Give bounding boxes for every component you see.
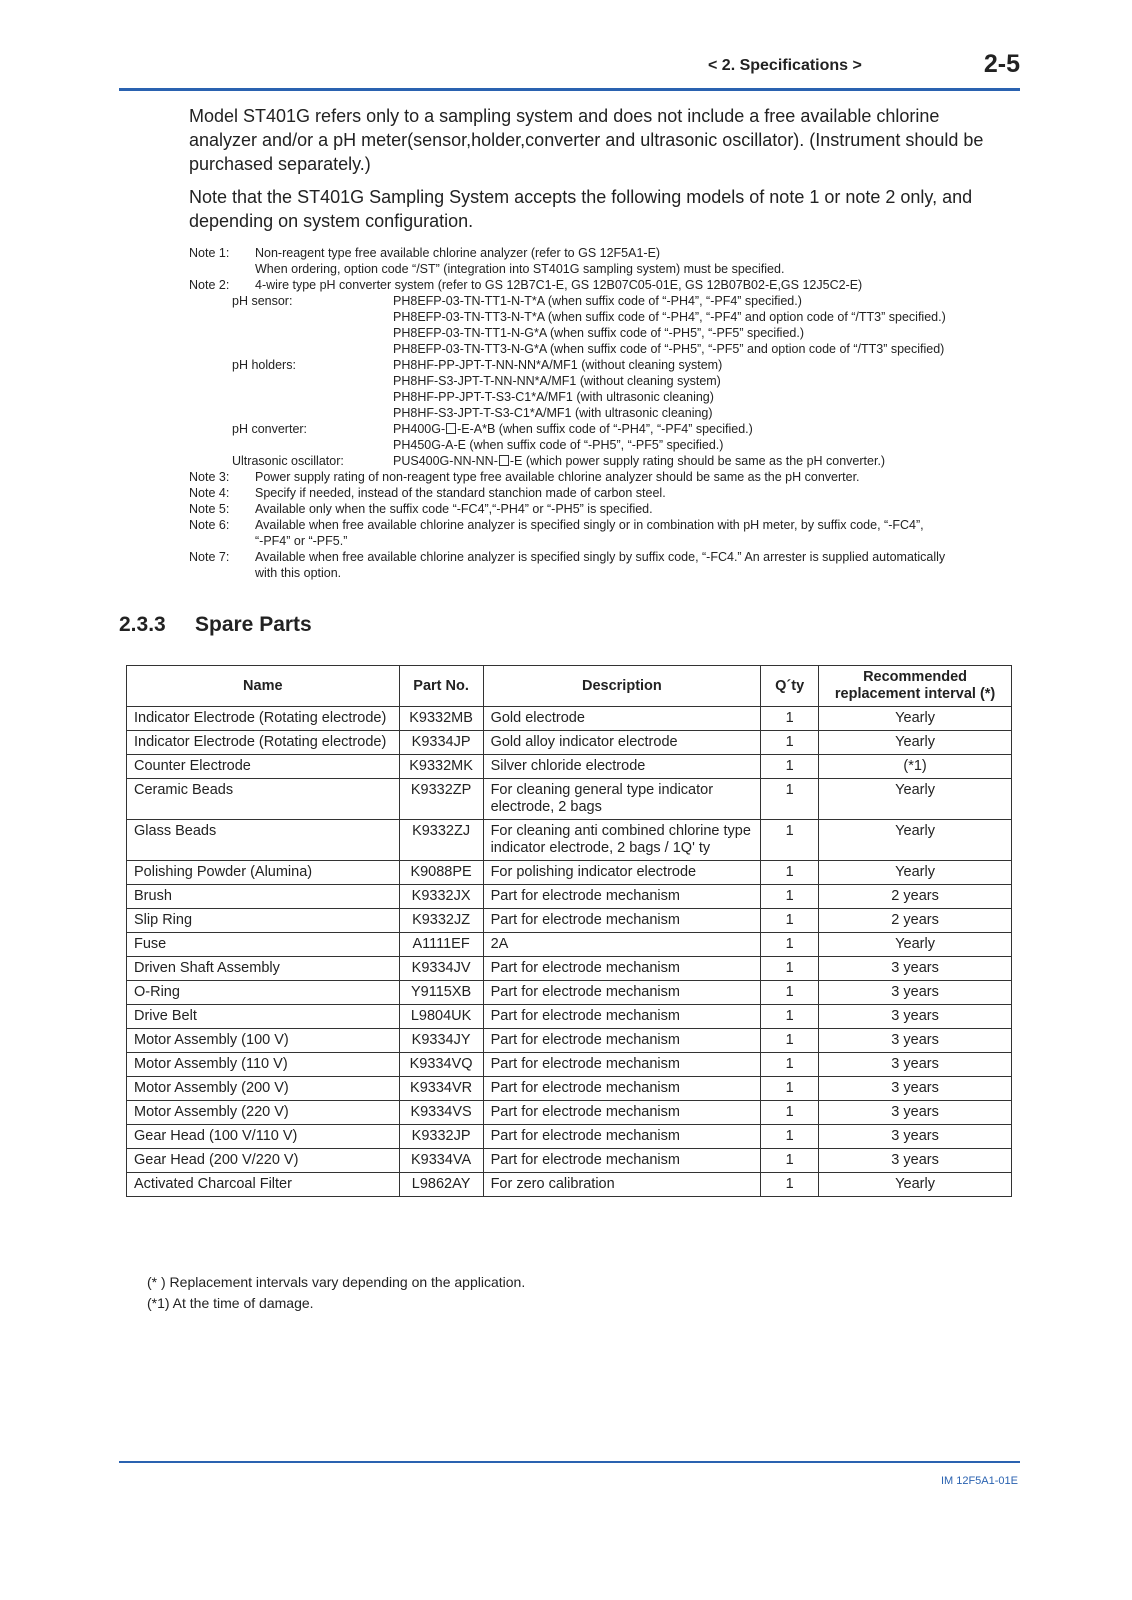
table-row [127,1125,1012,1149]
cell-part: K9332MK [399,755,483,779]
table-row [127,1053,1012,1077]
spare-parts-table [126,665,1012,1197]
sub-label: pH holders: [232,358,296,372]
cell-part: K9088PE [399,861,483,885]
cell-name: Drive Belt [127,1005,400,1029]
cell-desc: Part for electrode mechanism [483,1125,761,1149]
model-line: PH8EFP-03-TN-TT1-N-G*A (when suffix code of “-PH5”, “-PF5” specified.) [393,326,804,340]
table-row [127,885,1012,909]
model-line: PH450G-A-E (when suffix code of “-PH5”, “-PF5” specified.) [393,438,724,452]
footnote: (* ) Replacement intervals vary depending on the application. [147,1274,526,1290]
cell-qty: 1 [761,1173,819,1197]
cell-name: Activated Charcoal Filter [127,1173,400,1197]
table-row [127,1005,1012,1029]
sub-label: pH converter: [232,422,308,436]
table-row [127,861,1012,885]
cell-interval: Yearly [819,820,1012,861]
section-heading [119,613,312,637]
footer-divider [119,1461,1020,1463]
cell-name: Fuse [127,933,400,957]
cell-name: Indicator Electrode (Rotating electrode) [127,707,400,731]
cell-name: Polishing Powder (Alumina) [127,861,400,885]
cell-desc: Part for electrode mechanism [483,1053,761,1077]
section-title: Spare Parts [195,613,312,636]
cell-name: Glass Beads [127,820,400,861]
cell-interval: 3 years [819,981,1012,1005]
table-row [127,820,1012,861]
cell-part: K9334JP [399,731,483,755]
cell-qty: 1 [761,933,819,957]
note-label: Note 5: [189,502,230,516]
note-label: Note 1: [189,246,230,260]
note-label: Note 4: [189,486,230,500]
footnote: (*1) At the time of damage. [147,1295,314,1311]
note-label: Note 6: [189,518,230,532]
notes-block [189,245,1019,581]
table-row [127,1173,1012,1197]
model-line: PH8EFP-03-TN-TT1-N-T*A (when suffix code of “-PH4”, “-PF4” specified.) [393,294,802,308]
cell-qty: 1 [761,957,819,981]
cell-part: K9332JP [399,1125,483,1149]
note-line: “-PF4” or “-PF5.” [255,534,348,548]
cell-interval: Yearly [819,779,1012,820]
table-row [127,933,1012,957]
note-2-ph-holders [189,357,1019,421]
cell-qty: 1 [761,1053,819,1077]
cell-qty: 1 [761,1149,819,1173]
cell-desc: Silver chloride electrode [483,755,761,779]
note-line: Specify if needed, instead of the standard stanchion made of carbon steel. [255,486,666,500]
cell-qty: 1 [761,981,819,1005]
note-line: Available when free available chlorine analyzer is specified singly or in combination with pH meter, by suffix code, “-FC4”, [255,518,924,532]
cell-desc: For zero calibration [483,1173,761,1197]
note-label: Note 2: [189,278,230,292]
cell-part: K9332JZ [399,909,483,933]
note-label: Note 7: [189,550,230,564]
sub-label: pH sensor: [232,294,293,308]
cell-name: O-Ring [127,981,400,1005]
table-row [127,1029,1012,1053]
cell-desc: Part for electrode mechanism [483,1149,761,1173]
cell-name: Brush [127,885,400,909]
table-header-row [127,666,1012,707]
cell-interval: 2 years [819,909,1012,933]
cell-name: Motor Assembly (110 V) [127,1053,400,1077]
cell-part: K9334JY [399,1029,483,1053]
intro-text [189,104,1009,242]
cell-interval: Yearly [819,933,1012,957]
cell-qty: 1 [761,731,819,755]
sub-label: Ultrasonic oscillator: [232,454,344,468]
cell-part: Y9115XB [399,981,483,1005]
intro-paragraph-1: Model ST401G refers only to a sampling system and does not include a free available chlorine analyzer and/or a pH meter(sensor,holder,converter and ultrasonic oscillator). (Instrument should be purchased separately.) [189,106,984,174]
cell-desc: For cleaning general type indicator electrode, 2 bags [483,779,761,820]
cell-desc: Part for electrode mechanism [483,1029,761,1053]
cell-qty: 1 [761,755,819,779]
cell-qty: 1 [761,779,819,820]
model-line: PH8HF-S3-JPT-T-S3-C1*A/MF1 (with ultrasonic cleaning) [393,406,713,420]
cell-interval: 3 years [819,1149,1012,1173]
table-row [127,957,1012,981]
model-line: PH8HF-S3-JPT-T-NN-NN*A/MF1 (without cleaning system) [393,374,721,388]
cell-interval: 2 years [819,885,1012,909]
cell-desc: 2A [483,933,761,957]
cell-desc: Part for electrode mechanism [483,957,761,981]
cell-part: K9332ZP [399,779,483,820]
cell-part: K9334VS [399,1101,483,1125]
note-line: Available only when the suffix code “-FC4”,“-PH4” or “-PH5” is specified. [255,502,653,516]
note-2-ph-converter [189,421,1019,453]
cell-desc: Gold alloy indicator electrode [483,731,761,755]
cell-qty: 1 [761,1125,819,1149]
cell-desc: Part for electrode mechanism [483,1077,761,1101]
table-row [127,1077,1012,1101]
cell-name: Driven Shaft Assembly [127,957,400,981]
table-row [127,755,1012,779]
cell-interval: 3 years [819,957,1012,981]
note-2-ultrasonic-oscillator [189,453,1019,469]
note-1 [189,245,1019,277]
cell-qty: 1 [761,1029,819,1053]
cell-part: K9334VA [399,1149,483,1173]
note-5 [189,501,1019,517]
cell-interval: 3 years [819,1077,1012,1101]
cell-qty: 1 [761,1077,819,1101]
table-row [127,707,1012,731]
cell-qty: 1 [761,707,819,731]
cell-interval: Yearly [819,861,1012,885]
cell-name: Counter Electrode [127,755,400,779]
cell-interval: Yearly [819,731,1012,755]
cell-name: Indicator Electrode (Rotating electrode) [127,731,400,755]
cell-part: K9332JX [399,885,483,909]
column-header-description: Description [483,666,761,707]
table-row [127,1101,1012,1125]
note-line: When ordering, option code “/ST” (integration into ST401G sampling system) must be specified. [255,262,785,276]
cell-desc: Part for electrode mechanism [483,981,761,1005]
model-line: PH8HF-PP-JPT-T-S3-C1*A/MF1 (with ultrasonic cleaning) [393,390,714,404]
table-row [127,909,1012,933]
cell-qty: 1 [761,1005,819,1029]
cell-interval: 3 years [819,1053,1012,1077]
table-footnotes [147,1272,525,1314]
cell-part: K9334VR [399,1077,483,1101]
column-header-qty: Q´ty [761,666,819,707]
table-body [127,707,1012,1197]
note-line: Non-reagent type free available chlorine analyzer (refer to GS 12F5A1-E) [255,246,661,260]
blank-box-icon [499,455,509,466]
note-line: with this option. [255,566,342,580]
table-row [127,981,1012,1005]
note-2 [189,277,1019,293]
note-line: 4-wire type pH converter system (refer to GS 12B7C1-E, GS 12B07C05-01E, GS 12B07B02-E,GS 12J5C2-E) [255,278,863,292]
cell-name: Gear Head (200 V/220 V) [127,1149,400,1173]
cell-name: Motor Assembly (100 V) [127,1029,400,1053]
table-row [127,731,1012,755]
cell-part: K9332ZJ [399,820,483,861]
cell-part: K9334VQ [399,1053,483,1077]
column-header-part-no: Part No. [399,666,483,707]
cell-name: Gear Head (100 V/110 V) [127,1125,400,1149]
cell-interval: (*1) [819,755,1012,779]
cell-name: Ceramic Beads [127,779,400,820]
note-7 [189,549,1019,581]
cell-part: K9332MB [399,707,483,731]
cell-desc: Part for electrode mechanism [483,909,761,933]
model-line: PH8HF-PP-JPT-T-NN-NN*A/MF1 (without cleaning system) [393,358,723,372]
cell-desc: For polishing indicator electrode [483,861,761,885]
header-section-title: < 2. Specifications > [708,57,862,74]
cell-interval: 3 years [819,1101,1012,1125]
cell-interval: Yearly [819,707,1012,731]
cell-desc: For cleaning anti combined chlorine type indicator electrode, 2 bags / 1Q' ty [483,820,761,861]
note-2-ph-sensor [189,293,1019,357]
cell-part: A1111EF [399,933,483,957]
cell-qty: 1 [761,885,819,909]
table-row [127,779,1012,820]
cell-name: Motor Assembly (200 V) [127,1077,400,1101]
note-line: Power supply rating of non-reagent type free available chlorine analyzer should be same as the pH converter. [255,470,860,484]
cell-part: L9862AY [399,1173,483,1197]
footer-document-number: IM 12F5A1-01E [940,1475,1018,1487]
model-line: PH8EFP-03-TN-TT3-N-G*A (when suffix code of “-PH5”, “-PF5” and option code of “/TT3” specified) [393,342,945,356]
column-header-name: Name [127,666,400,707]
column-header-interval: Recommended replacement interval (*) [819,666,1012,707]
cell-desc: Part for electrode mechanism [483,1005,761,1029]
note-line: Available when free available chlorine analyzer is specified singly by suffix code, “-FC4.” An arrester is supplied automatically [255,550,946,564]
cell-qty: 1 [761,909,819,933]
note-6 [189,517,1019,549]
cell-interval: Yearly [819,1173,1012,1197]
cell-desc: Part for electrode mechanism [483,885,761,909]
cell-name: Motor Assembly (220 V) [127,1101,400,1125]
cell-qty: 1 [761,1101,819,1125]
cell-interval: 3 years [819,1005,1012,1029]
note-label: Note 3: [189,470,230,484]
note-4 [189,485,1019,501]
section-number: 2.3.3 [119,613,166,636]
cell-part: L9804UK [399,1005,483,1029]
model-line: PH400G- -E-A*B (when suffix code of “-PH4”, “-PF4” specified.) [393,422,753,436]
intro-paragraph-2: Note that the ST401G Sampling System accepts the following models of note 1 or note 2 only, and depending on system configuration. [189,187,973,231]
cell-desc: Part for electrode mechanism [483,1101,761,1125]
blank-box-icon [446,423,456,434]
cell-interval: 3 years [819,1125,1012,1149]
cell-name: Slip Ring [127,909,400,933]
cell-part: K9334JV [399,957,483,981]
header-page-number: 2-5 [983,50,1020,78]
model-line: PH8EFP-03-TN-TT3-N-T*A (when suffix code of “-PH4”, “-PF4” and option code of “/TT3” specified.) [393,310,946,324]
table-row [127,1149,1012,1173]
note-3 [189,469,1019,485]
header-divider [119,88,1020,91]
cell-desc: Gold electrode [483,707,761,731]
cell-qty: 1 [761,861,819,885]
cell-interval: 3 years [819,1029,1012,1053]
model-line: PUS400G-NN-NN- -E (which power supply rating should be same as the pH converter.) [393,454,886,468]
cell-qty: 1 [761,820,819,861]
